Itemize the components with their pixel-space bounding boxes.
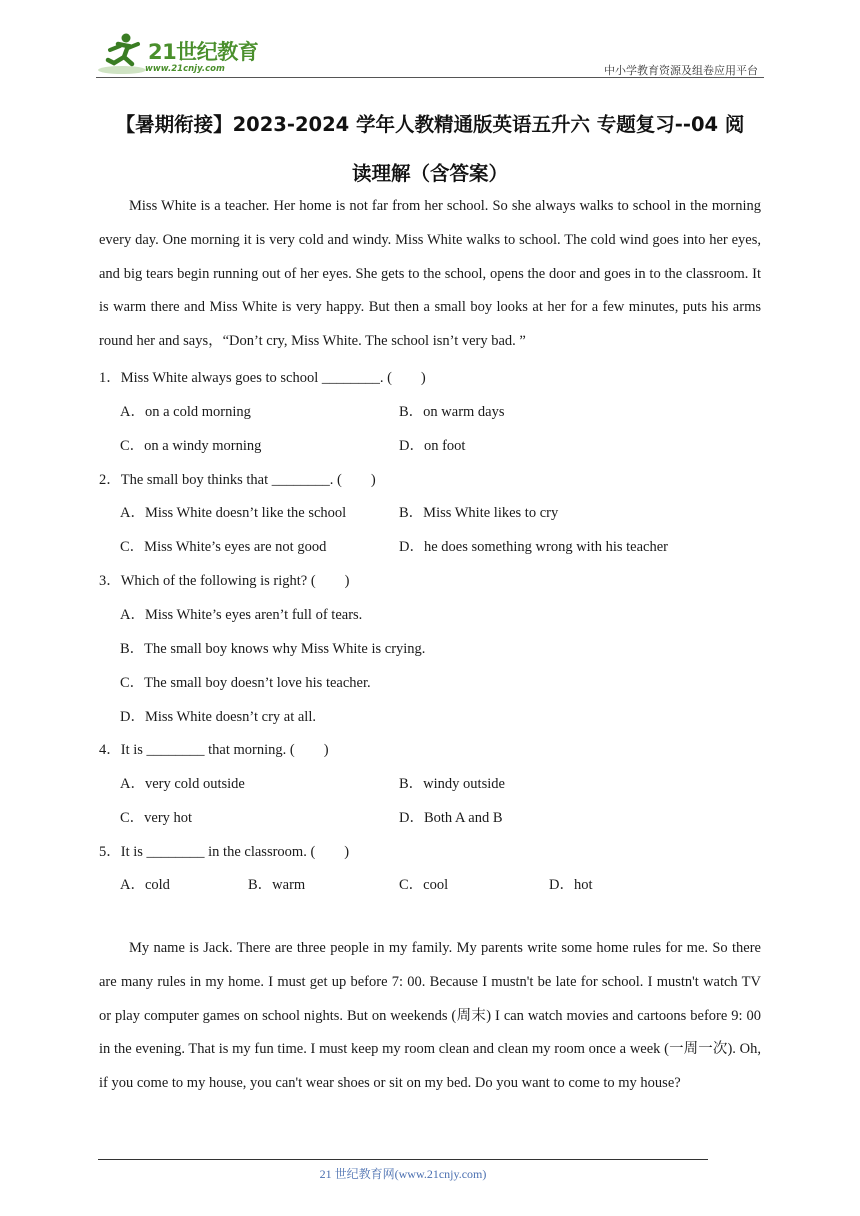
question-1-option-d: D．on foot <box>399 438 466 454</box>
question-1-option-a: A．on a cold morning <box>120 404 251 420</box>
question-4-option-b: B．windy outside <box>399 776 505 792</box>
reading-passage-2: My name is Jack. There are three people in my family. My parents write some home rules for me. So there are many rules in my home. I must get up before 7: 00. Because I mustn't be late for school. I mustn't watch TV or play computer games on school nights. But on weekends (周末) I can watch movies and cartoons before 9: 00 in the evening. That is my fun time. I must keep my room clean and clean my room once a week (一周一次). Oh, if you come to my house, you can't wear shoes or sit on my bed. Do you want to come to my house? <box>99 940 761 1092</box>
question-5: 5．It is ________ in the classroom. ( ) <box>99 844 350 860</box>
document-title <box>96 100 764 198</box>
question-2: 2．The small boy thinks that ________. ( ) <box>99 472 376 488</box>
question-1-option-b: B．on warm days <box>399 404 505 420</box>
question-3: 3．Which of the following is right? ( ) <box>99 573 350 589</box>
question-3-option-c: C．The small boy doesn’t love his teacher. <box>120 675 371 691</box>
question-2-option-b: B．Miss White likes to cry <box>399 505 559 521</box>
question-2-option-a: A．Miss White doesn’t like the school <box>120 505 347 521</box>
reading-passage-1: Miss White is a teacher. Her home is not far from her school. So she always walks to school in the morning every day. One morning it is very cold and windy. Miss White walks to school. The cold wind goes into her eyes, and big tears begin running out of her eyes. She gets to the school, opens the door and goes in to the classroom. It is warm there and Miss White is very happy. But then a small boy looks at her for a few minutes, puts his arms round her and says，“Don’t cry, Miss White. The school isn’t very bad. ” <box>99 198 761 350</box>
question-5-option-d: D．hot <box>549 877 593 893</box>
question-5-option-c: C．cool <box>399 877 449 893</box>
question-5-option-a: A．cold <box>120 877 170 893</box>
question-3-option-d: D．Miss White doesn’t cry at all. <box>120 709 316 725</box>
runner-logo-icon <box>96 30 148 78</box>
question-3-option-a: A．Miss White’s eyes aren’t full of tears. <box>120 607 363 623</box>
question-4: 4．It is ________ that morning. ( ) <box>99 742 329 758</box>
title-line-1: 【暑期衔接】2023-2024 学年人教精通版英语五升六 专题复习--04 阅 <box>115 113 745 136</box>
question-5-option-b: B．warm <box>248 877 306 893</box>
platform-name: 中小学教育资源及组卷应用平台 <box>604 64 758 77</box>
question-2-option-c: C．Miss White’s eyes are not good <box>120 539 327 555</box>
site-logo <box>96 30 266 78</box>
question-4-option-a: A．very cold outside <box>120 776 245 792</box>
question-2-option-d: D．he does something wrong with his teacher <box>399 539 669 555</box>
question-3-option-b: B．The small boy knows why Miss White is crying. <box>120 641 426 657</box>
header-divider <box>96 77 764 78</box>
title-line-2: 读理解（含答案） <box>351 162 508 185</box>
page-footer: 21 世纪教育网(www.21cnjy.com) <box>319 1167 487 1181</box>
logo-text: 21世纪教育 <box>148 40 259 64</box>
page-header <box>96 30 762 78</box>
footer-divider <box>98 1159 708 1160</box>
logo-url: www.21cnjy.com <box>145 64 225 74</box>
question-4-option-c: C．very hot <box>120 810 193 826</box>
question-4-option-d: D．Both A and B <box>399 810 503 826</box>
question-1-option-c: C．on a windy morning <box>120 438 262 454</box>
question-1: 1．Miss White always goes to school ________. ( ) <box>99 370 426 386</box>
